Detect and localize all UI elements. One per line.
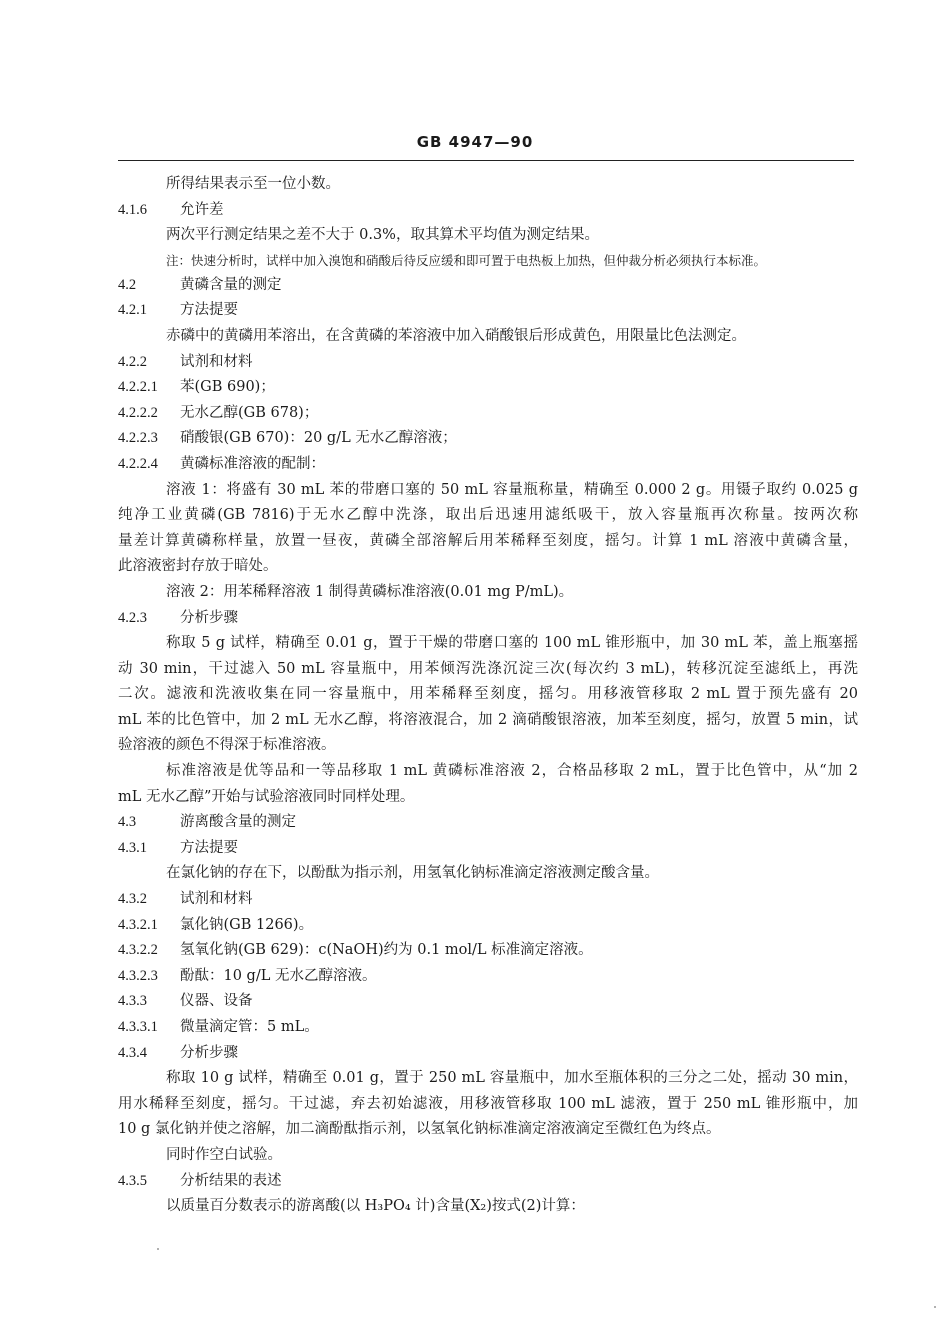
text-line: 称取 5 g 试样，精确至 0.01 g，置于干燥的带磨口塞的 100 mL 锥形瓶中，加 30 mL 苯，盖上瓶塞摇 [166, 635, 858, 652]
section-heading-4-3-2-2 [118, 938, 858, 964]
section-heading-4-2-2-1 [118, 375, 858, 401]
section-number: 4.3.5 [118, 1172, 147, 1189]
text-line: 赤磷中的黄磷用苯溶出，在含黄磷的苯溶液中加入硝酸银后形成黄色，用限量比色法测定。 [166, 327, 746, 344]
text-line: 量差计算黄磷称样量，放置一昼夜，黄磷全部溶解后用苯稀释至刻度，摇匀。计算 1 mL 溶液中黄磷含量， [118, 532, 858, 549]
section-title: 仪器、设备 [180, 993, 253, 1010]
section-title: 氯化钠(GB 1266)。 [180, 916, 314, 933]
section-heading-4-2-1 [118, 298, 858, 324]
section-title: 苯(GB 690)； [180, 379, 275, 396]
standard-code-header: GB 4947—90 [416, 133, 534, 151]
section-heading-4-2-3 [118, 606, 858, 632]
note-line: 注：快速分析时，试样中加入溴饱和硝酸后待反应缓和即可置于电热板上加热，但仲裁分析必须执行本标准。 [166, 252, 767, 268]
text-line: 动 30 min，干过滤入 50 mL 容量瓶中，用苯倾泻洗涤沉淀三次(每次约 3 mL)，转移沉淀至滤纸上，再洗 [118, 660, 858, 677]
section-number: 4.3 [118, 814, 137, 831]
section-number: 4.3.3 [118, 993, 147, 1010]
section-number: 4.2.2.2 [118, 404, 158, 421]
section-heading-4-3-2-3 [118, 964, 858, 990]
text-line: 所得结果表示至一位小数。 [166, 176, 340, 192]
section-heading-4-3 [118, 810, 858, 836]
section-heading-4-3-4 [118, 1041, 858, 1067]
section-title: 试剂和材料 [180, 353, 253, 370]
section-title: 游离酸含量的测定 [180, 814, 296, 831]
text-line: 标准溶液是优等品和一等品移取 1 mL 黄磷标准溶液 2，合格品移取 2 mL，置于比色管中，从“加 2 [166, 763, 858, 780]
text-line: 此溶液密封存放于暗处。 [118, 558, 278, 575]
section-number: 4.2.2.3 [118, 430, 158, 447]
section-heading-4-3-3-1 [118, 1015, 858, 1041]
section-title: 分析步骤 [180, 609, 238, 626]
text-line: 溶液 2：用苯稀释溶液 1 制得黄磷标准溶液(0.01 mg P/mL)。 [166, 583, 574, 600]
section-title: 无水乙醇(GB 678)； [180, 404, 319, 421]
section-heading-4-1-6 [118, 198, 858, 224]
section-title: 分析步骤 [180, 1044, 238, 1061]
section-heading-4-2 [118, 273, 858, 299]
scan-speck [934, 1306, 936, 1308]
text-line: 用水稀释至刻度，摇匀。干过滤，弃去初始滤液，用移液管移取 100 mL 滤液，置于 250 mL 锥形瓶中，加 [118, 1095, 858, 1112]
section-heading-4-3-3 [118, 989, 858, 1015]
section-number: 4.2.2 [118, 353, 147, 370]
section-title: 微量滴定管：5 mL。 [180, 1019, 319, 1035]
section-number: 4.2.1 [118, 302, 147, 319]
section-number: 4.3.1 [118, 839, 147, 856]
section-heading-4-3-2-1 [118, 913, 858, 939]
section-number: 4.3.2 [118, 891, 147, 908]
section-heading-4-2-2-3 [118, 426, 858, 452]
section-number: 4.2 [118, 276, 137, 293]
section-number: 4.3.4 [118, 1044, 147, 1061]
section-heading-4-2-2 [118, 350, 858, 376]
text-line: 以质量百分数表示的游离酸(以 H₃PO₄ 计)含量(X₂)按式(2)计算： [166, 1198, 585, 1215]
document-body [118, 172, 858, 1220]
section-title: 方法提要 [180, 302, 238, 319]
section-number: 4.3.2.3 [118, 967, 158, 984]
section-number: 4.1.6 [118, 201, 147, 218]
section-title: 酚酞：10 g/L 无水乙醇溶液。 [180, 967, 377, 984]
section-title: 黄磷标准溶液的配制： [180, 455, 325, 472]
section-heading-4-2-2-2 [118, 401, 858, 427]
section-title: 氢氧化钠(GB 629)：c(NaOH)约为 0.1 mol/L 标准滴定溶液。 [180, 942, 593, 959]
text-line: 两次平行测定结果之差不大于 0.3%，取其算术平均值为测定结果。 [166, 227, 599, 244]
header-rule [118, 160, 854, 161]
text-line: 验溶液的颜色不得深于标准溶液。 [118, 737, 336, 754]
text-line: mL 无水乙醇”开始与试验溶液同时同样处理。 [118, 788, 415, 805]
text-line: 溶液 1：将盛有 30 mL 苯的带磨口塞的 50 mL 容量瓶称量，精确至 0.000 2 g。用镊子取约 0.025 g [166, 481, 858, 498]
section-number: 4.3.2.1 [118, 916, 158, 933]
text-line: 称取 10 g 试样，精确至 0.01 g，置于 250 mL 容量瓶中，加水至瓶体积的三分之二处，摇动 30 min， [166, 1070, 858, 1087]
section-title: 试剂和材料 [180, 891, 253, 908]
text-line: 10 g 氯化钠并使之溶解，加二滴酚酞指示剂，以氢氧化钠标准滴定溶液滴定至微红色为终点。 [118, 1121, 721, 1138]
section-number: 4.3.2.2 [118, 942, 158, 959]
scan-speck [157, 1248, 159, 1250]
section-title: 允许差 [180, 201, 224, 218]
text-line: 同时作空白试验。 [166, 1146, 282, 1163]
section-number: 4.2.2.1 [118, 379, 158, 396]
section-title: 方法提要 [180, 839, 238, 856]
text-line: mL 苯的比色管中，加 2 mL 无水乙醇，将溶液混合，加 2 滴硝酸银溶液，加苯至刻度，摇匀，放置 5 min，试 [118, 711, 858, 728]
section-heading-4-3-5 [118, 1169, 858, 1195]
section-title: 分析结果的表述 [180, 1172, 282, 1189]
text-line: 在氯化钠的存在下，以酚酞为指示剂，用氢氧化钠标准滴定溶液测定酸含量。 [166, 865, 659, 882]
section-heading-4-2-2-4 [118, 452, 858, 478]
section-number: 4.3.3.1 [118, 1019, 158, 1035]
section-title: 硝酸银(GB 670)：20 g/L 无水乙醇溶液； [180, 430, 457, 447]
section-number: 4.2.2.4 [118, 455, 158, 472]
section-number: 4.2.3 [118, 609, 147, 626]
section-heading-4-3-1 [118, 836, 858, 862]
text-line: 纯净工业黄磷(GB 7816)于无水乙醇中洗涤，取出后迅速用滤纸吸干，放入容量瓶再次称量。按两次称 [118, 507, 858, 524]
section-title: 黄磷含量的测定 [180, 276, 282, 293]
section-heading-4-3-2 [118, 887, 858, 913]
text-line: 二次。滤液和洗液收集在同一容量瓶中，用苯稀释至刻度，摇匀。用移液管移取 2 mL 置于预先盛有 20 [118, 686, 858, 703]
